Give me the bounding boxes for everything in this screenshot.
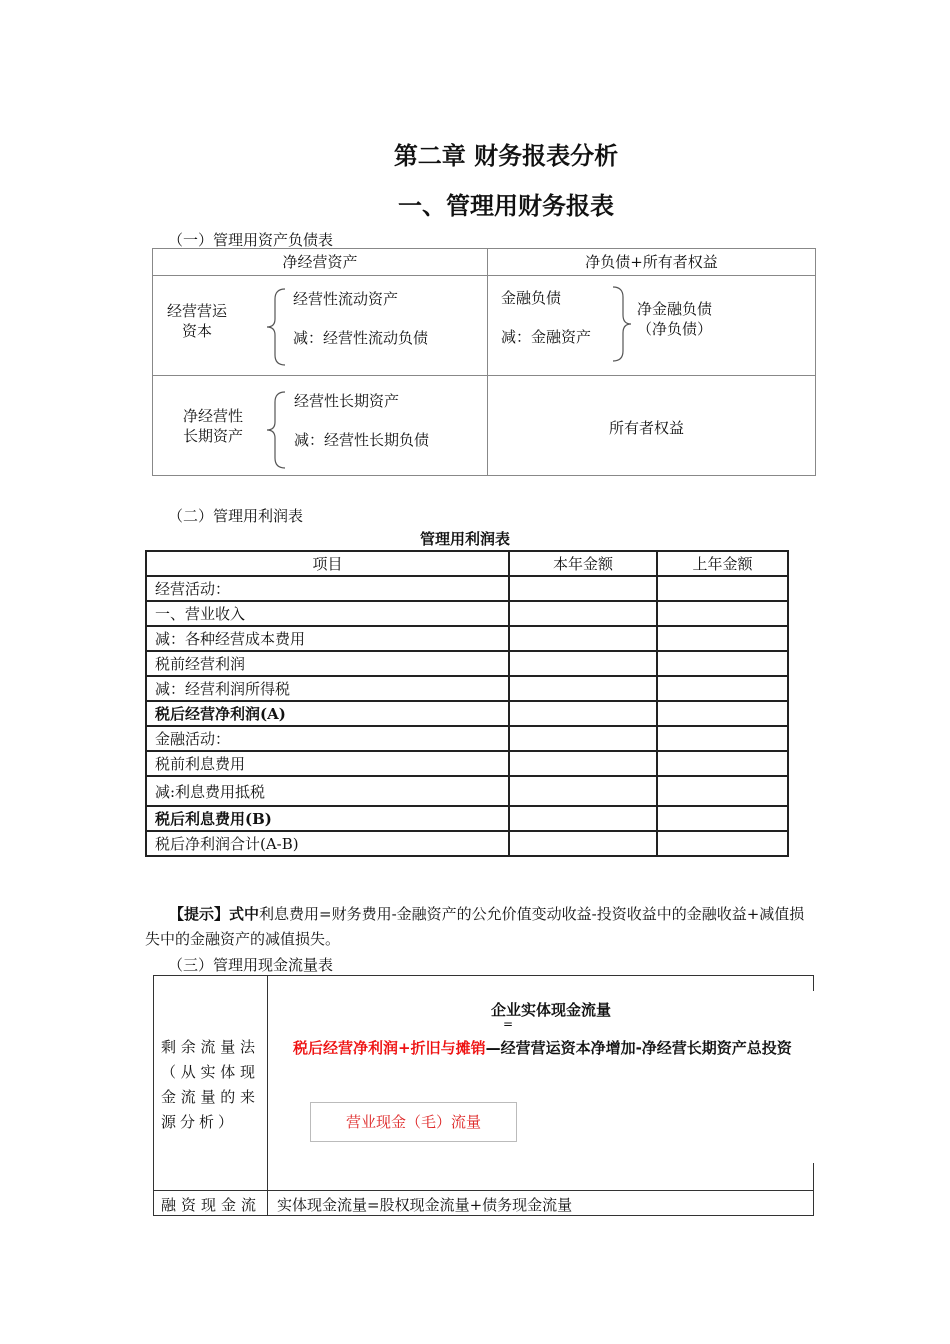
operating-cf-box: 营业现金（毛）流量	[310, 1102, 517, 1142]
row-label: 经营活动：	[146, 576, 509, 601]
op-current-assets: 经营性流动资产	[293, 290, 399, 308]
row-label: 一、营业收入	[146, 601, 509, 626]
value-cell	[509, 626, 657, 651]
value-cell	[657, 806, 788, 831]
table-row	[146, 726, 788, 751]
right-header: 净负债+所有者权益	[488, 249, 815, 276]
left-header: 净经营资产	[153, 249, 487, 276]
long-term-label: 净经营性 长期资产	[183, 407, 244, 445]
divider-horizontal	[153, 375, 815, 376]
table-row	[146, 806, 788, 831]
value-cell	[657, 776, 788, 806]
cf-border-row	[153, 1190, 814, 1191]
value-cell	[509, 831, 657, 856]
tip-text: 利息费用=财务费用-金融资产的公允价值变动收益-投资收益中的金融收益+减值损失中的金融资产的减值损失。	[145, 905, 805, 948]
header-item: 项目	[146, 551, 509, 576]
entity-cf: 企业实体现金流量	[491, 1001, 612, 1019]
cf-border-top-right	[267, 975, 813, 976]
cf-border-bottom	[153, 1215, 814, 1216]
value-cell	[657, 626, 788, 651]
op-long-liab: 减：经营性长期负债	[294, 431, 430, 449]
equity: 所有者权益	[609, 419, 685, 437]
table-row	[146, 751, 788, 776]
net-fin-liab: 净金融负债 （净负债）	[637, 300, 713, 338]
op-current-liab: 减：经营性流动负债	[293, 329, 429, 347]
table-row	[146, 776, 788, 806]
balance-sheet-caption: （一）管理用资产负债表	[168, 231, 334, 249]
method-label: 剩余流量法（从实体现金流量的来源分析）	[161, 1038, 259, 1131]
value-cell	[509, 651, 657, 676]
value-cell	[509, 576, 657, 601]
table-row	[146, 576, 788, 601]
value-cell	[509, 776, 657, 806]
table-row	[146, 676, 788, 701]
formula	[293, 1037, 792, 1058]
value-cell	[657, 676, 788, 701]
table-row	[146, 701, 788, 726]
value-cell	[657, 651, 788, 676]
tip-lead: 式中	[229, 905, 260, 923]
cf-border-right-bottom	[813, 1163, 814, 1215]
value-cell	[509, 806, 657, 831]
value-cell	[509, 701, 657, 726]
value-cell	[657, 701, 788, 726]
financing-formula: 实体现金流量=股权现金流量+债务现金流量	[277, 1196, 573, 1214]
table-row	[146, 626, 788, 651]
value-cell	[657, 751, 788, 776]
table-row	[146, 601, 788, 626]
row-label: 税后利息费用(B)	[146, 806, 509, 831]
op-long-assets: 经营性长期资产	[294, 392, 400, 410]
value-cell	[657, 726, 788, 751]
header-this-year: 本年金额	[509, 551, 657, 576]
header-last-year: 上年金额	[657, 551, 788, 576]
row-label: 税前利息费用	[146, 751, 509, 776]
cf-border-right-top	[813, 975, 814, 991]
row-label: 税前经营利润	[146, 651, 509, 676]
value-cell	[657, 601, 788, 626]
row-label: 税后净利润合计(A-B)	[146, 831, 509, 856]
value-cell	[509, 676, 657, 701]
tip-bracket: 【提示】	[169, 905, 230, 923]
fin-assets: 减：金融资产	[501, 328, 592, 346]
divider-vertical	[487, 249, 488, 475]
section-title: 一、管理用财务报表	[398, 192, 614, 220]
long-term-brace-icon	[263, 390, 287, 470]
equals-sign: =	[503, 1017, 514, 1031]
fin-liab: 金融负债	[501, 289, 562, 307]
working-capital-label: 经营营运 资本	[167, 302, 228, 340]
value-cell	[509, 601, 657, 626]
row-label: 税后经营净利润(A)	[146, 701, 509, 726]
table-row	[146, 651, 788, 676]
row-label: 金融活动：	[146, 726, 509, 751]
financing-label: 融资现金流	[161, 1196, 262, 1214]
cash-flow-table	[153, 975, 814, 1215]
value-cell	[509, 751, 657, 776]
formula-rest: —经营营运资本净增加-净经营长期资产总投资	[485, 1039, 792, 1057]
value-cell	[509, 726, 657, 751]
row-label: 减:利息费用抵税	[146, 776, 509, 806]
cf-border-left	[153, 975, 154, 1215]
income-statement-title: 管理用利润表	[420, 530, 511, 548]
table-header-row	[146, 551, 788, 576]
row-label: 减：经营利润所得税	[146, 676, 509, 701]
cf-border-top	[153, 975, 267, 976]
income-statement-caption: （二）管理用利润表	[168, 507, 304, 525]
table-row	[146, 831, 788, 856]
cash-flow-caption: （三）管理用现金流量表	[168, 956, 334, 974]
left-brace-icon	[263, 287, 287, 367]
chapter-title: 第二章 财务报表分析	[393, 142, 619, 170]
formula-red: 税后经营净利润+折旧与摊销	[293, 1039, 486, 1057]
balance-sheet	[152, 248, 816, 476]
value-cell	[657, 831, 788, 856]
tip-paragraph	[145, 902, 805, 952]
cf-border-mid	[267, 975, 268, 1215]
right-brace-icon	[611, 285, 635, 363]
value-cell	[657, 576, 788, 601]
row-label: 减：各种经营成本费用	[146, 626, 509, 651]
income-statement-table	[145, 550, 789, 857]
